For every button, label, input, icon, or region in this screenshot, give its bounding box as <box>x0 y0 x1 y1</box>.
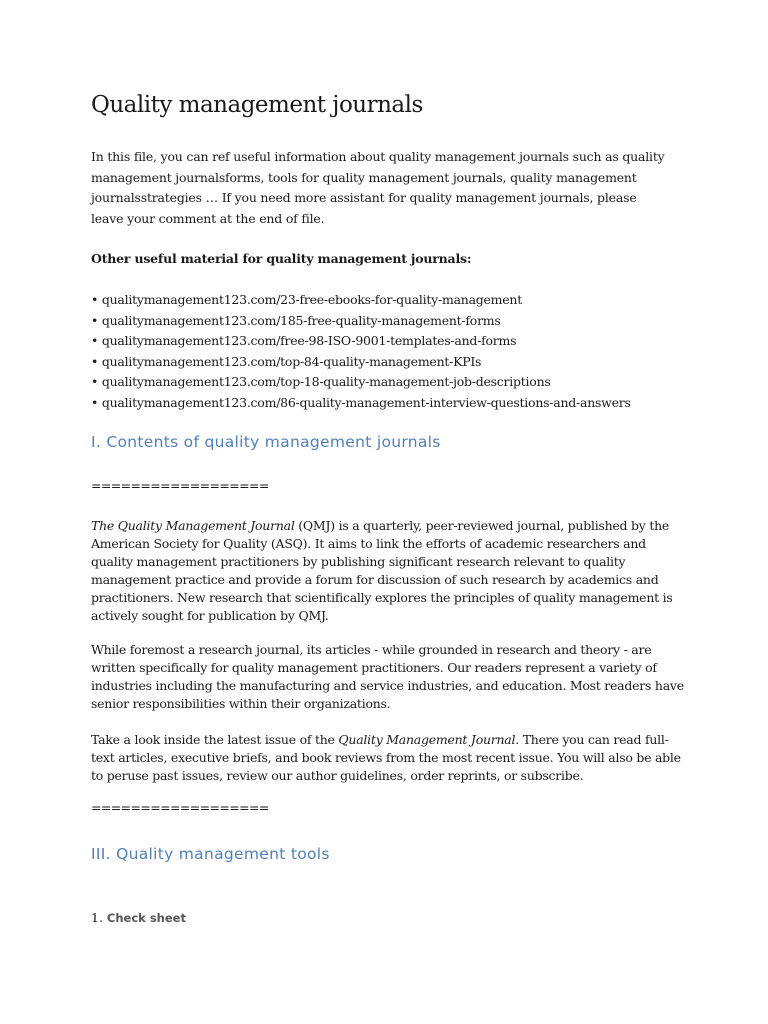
tool-list-item <box>91 910 186 925</box>
link-text[interactable]: qualitymanagement123.com/top-84-quality-management-KPIs <box>101 353 482 369</box>
link-text[interactable]: qualitymanagement123.com/free-98-ISO-9001-templates-and-forms <box>101 333 517 349</box>
list-item <box>91 311 631 332</box>
section-heading-contents: I. Contents of quality management journals <box>91 433 441 451</box>
qmj-description-paragraph <box>91 517 691 624</box>
research-journal-paragraph: While foremost a research journal, its articles - while grounded in research and theory - are written specifically for quality management practitioners. Our readers represent a variety of industries including the manufacturing and service industries, and education. Most readers have senior responsibilities within their organizations. <box>91 642 684 711</box>
link-text[interactable]: qualitymanagement123.com/top-18-quality-management-job-descriptions <box>101 374 551 390</box>
other-material-heading: Other useful material for quality management journals: <box>91 251 472 266</box>
journal-name-italic: The Quality Management Journal <box>91 518 295 533</box>
list-item <box>91 290 631 311</box>
journal-name-italic: Quality Management Journal <box>338 732 516 747</box>
latest-issue-paragraph <box>91 731 691 785</box>
list-item <box>91 331 631 352</box>
intro-paragraph: In this file, you can ref useful information about quality management journals such as quality management journalsforms, tools for quality management journals, quality management journalsstrategies … If you need more assistant for quality management journals, please leave your comment at the end of file. <box>91 149 665 226</box>
section-heading-tools: III. Quality management tools <box>91 845 330 863</box>
useful-links-list <box>91 290 631 414</box>
link-text[interactable]: qualitymanagement123.com/86-quality-management-interview-questions-and-answers <box>101 394 631 410</box>
separator-line: ================== <box>91 800 269 815</box>
list-item <box>91 352 631 373</box>
list-number: 1. <box>91 910 103 925</box>
separator-line: ================== <box>91 478 269 493</box>
paragraph-text: (QMJ) is a quarterly, peer-reviewed journal, published by the American Society for Quality (ASQ). It aims to link the efforts of academic researchers and quality management practitioners by publishing significant research relevant to quality management practice and provide a forum for discussion of such research by academics and practitioners. New research that scientifically explores the principles of quality management is actively sought for publication by QMJ. <box>91 518 673 623</box>
list-item <box>91 393 631 414</box>
page-title: Quality management journals <box>91 92 423 118</box>
list-item <box>91 372 631 393</box>
tool-label: Check sheet <box>106 911 186 925</box>
paragraph-text: . There you can read full-text articles, executive briefs, and book reviews from the most recent issue. You will also be able to peruse past issues, review our author guidelines, order reprints, or subscribe. <box>91 732 681 783</box>
paragraph-text: Take a look inside the latest issue of the <box>91 732 339 747</box>
link-text[interactable]: qualitymanagement123.com/185-free-quality-management-forms <box>101 312 501 328</box>
link-text[interactable]: qualitymanagement123.com/23-free-ebooks-for-quality-management <box>101 292 523 307</box>
